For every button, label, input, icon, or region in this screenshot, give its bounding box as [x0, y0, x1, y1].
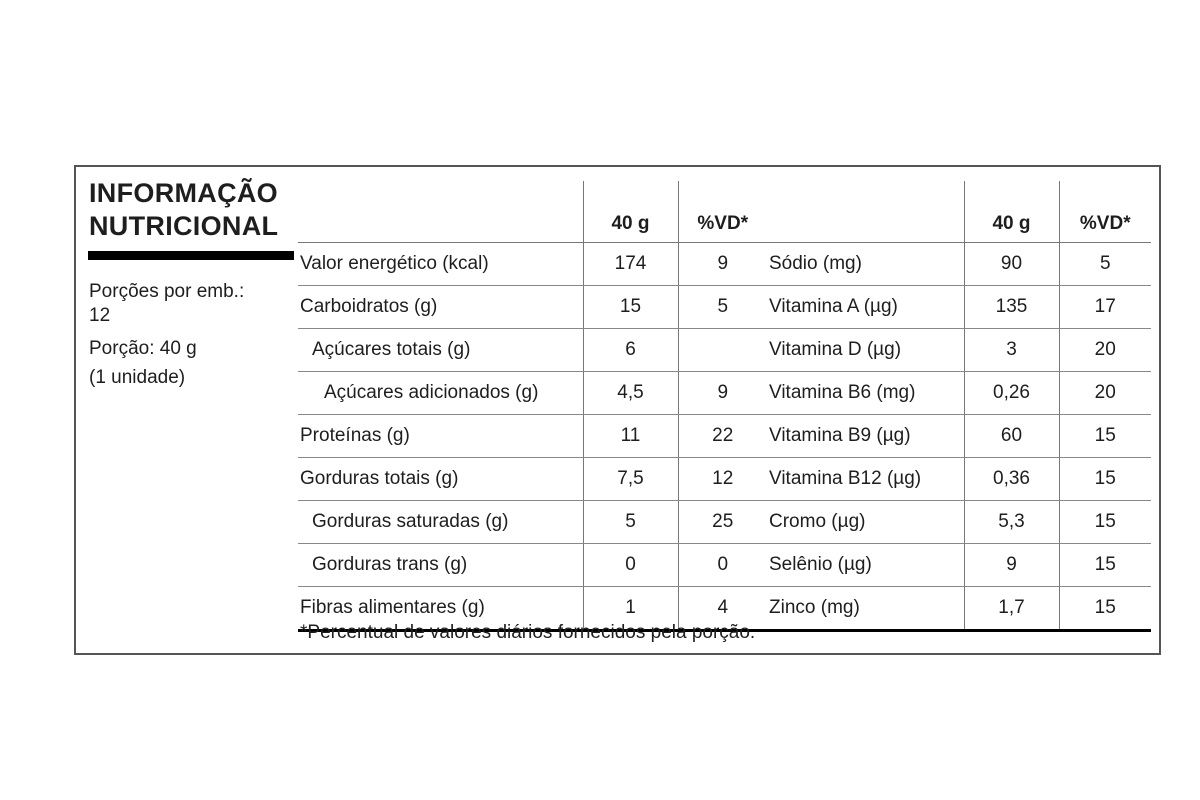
left-nutrient-amount: 0: [583, 544, 678, 587]
left-nutrient-vd: 9: [678, 372, 767, 415]
right-nutrient-name: Vitamina A (µg): [767, 286, 964, 329]
table-header-row: [298, 181, 1151, 243]
right-nutrient-name: Cromo (µg): [767, 501, 964, 544]
left-nutrient-amount: 7,5: [583, 458, 678, 501]
header-vd-right: %VD*: [1059, 181, 1151, 243]
right-nutrient-amount: 1,7: [964, 587, 1059, 631]
header-vd-left: %VD*: [678, 181, 767, 243]
title-underline-bar: [88, 251, 294, 260]
right-nutrient-amount: 3: [964, 329, 1059, 372]
title-line-1: INFORMAÇÃO: [89, 178, 278, 208]
left-nutrient-name: Gorduras totais (g): [298, 458, 583, 501]
header-amount-right: 40 g: [964, 181, 1059, 243]
table-row: [298, 544, 1151, 587]
right-nutrient-vd: 20: [1059, 372, 1151, 415]
table-row: [298, 372, 1151, 415]
left-nutrient-amount: 15: [583, 286, 678, 329]
nutrition-label: [74, 165, 1161, 655]
footnote: *Percentual de valores diários fornecidos pela porção.: [300, 622, 756, 643]
right-nutrient-vd: 15: [1059, 415, 1151, 458]
left-nutrient-name: Açúcares totais (g): [298, 329, 583, 372]
portions-label: Porções por emb.:: [89, 281, 245, 302]
left-nutrient-name: Carboidratos (g): [298, 286, 583, 329]
portion-description: (1 unidade): [89, 367, 186, 388]
right-nutrient-vd: 15: [1059, 458, 1151, 501]
left-nutrient-vd: [678, 329, 767, 372]
table-row: [298, 243, 1151, 286]
left-nutrient-vd: 4: [678, 587, 767, 631]
left-nutrient-amount: 4,5: [583, 372, 678, 415]
right-nutrient-name: Vitamina D (µg): [767, 329, 964, 372]
left-nutrient-vd: 25: [678, 501, 767, 544]
right-nutrient-name: Vitamina B12 (µg): [767, 458, 964, 501]
table-row: [298, 415, 1151, 458]
left-nutrient-vd: 12: [678, 458, 767, 501]
right-nutrient-vd: 15: [1059, 544, 1151, 587]
left-nutrient-name: Gorduras trans (g): [298, 544, 583, 587]
left-nutrient-amount: 1: [583, 587, 678, 631]
title-line-2: NUTRICIONAL: [89, 211, 279, 241]
right-nutrient-name: Vitamina B9 (µg): [767, 415, 964, 458]
left-nutrient-vd: 22: [678, 415, 767, 458]
right-nutrient-name: Sódio (mg): [767, 243, 964, 286]
right-nutrient-vd: 15: [1059, 587, 1151, 631]
right-nutrient-vd: 17: [1059, 286, 1151, 329]
left-nutrient-vd: 0: [678, 544, 767, 587]
left-nutrient-amount: 6: [583, 329, 678, 372]
left-nutrient-name: Proteínas (g): [298, 415, 583, 458]
header-nutrient-left: [298, 181, 583, 243]
table-row: [298, 458, 1151, 501]
right-nutrient-amount: 9: [964, 544, 1059, 587]
right-nutrient-amount: 0,36: [964, 458, 1059, 501]
left-nutrient-vd: 9: [678, 243, 767, 286]
label-title: [89, 177, 278, 243]
table-row: [298, 501, 1151, 544]
right-nutrient-name: Selênio (µg): [767, 544, 964, 587]
left-nutrient-name: Gorduras saturadas (g): [298, 501, 583, 544]
nutrition-table-body: [298, 243, 1151, 631]
right-nutrient-vd: 5: [1059, 243, 1151, 286]
portions-per-package: [89, 280, 289, 328]
right-nutrient-vd: 15: [1059, 501, 1151, 544]
header-amount-left: 40 g: [583, 181, 678, 243]
left-nutrient-name: Açúcares adicionados (g): [298, 372, 583, 415]
right-nutrient-name: Vitamina B6 (mg): [767, 372, 964, 415]
right-nutrient-amount: 5,3: [964, 501, 1059, 544]
left-nutrient-name: Fibras alimentares (g): [298, 587, 583, 631]
right-nutrient-amount: 135: [964, 286, 1059, 329]
left-nutrient-amount: 174: [583, 243, 678, 286]
right-nutrient-vd: 20: [1059, 329, 1151, 372]
nutrition-table: [298, 181, 1151, 632]
left-nutrient-amount: 11: [583, 415, 678, 458]
right-nutrient-name: Zinco (mg): [767, 587, 964, 631]
right-nutrient-amount: 0,26: [964, 372, 1059, 415]
left-nutrient-name: Valor energético (kcal): [298, 243, 583, 286]
right-nutrient-amount: 90: [964, 243, 1059, 286]
serving-info: [89, 280, 289, 392]
portions-value: 12: [89, 305, 111, 326]
table-row: [298, 286, 1151, 329]
header-nutrient-right: [767, 181, 964, 243]
right-nutrient-amount: 60: [964, 415, 1059, 458]
left-nutrient-vd: 5: [678, 286, 767, 329]
left-nutrient-amount: 5: [583, 501, 678, 544]
portion-size: Porção: 40 g: [89, 338, 197, 359]
table-row: [298, 329, 1151, 372]
